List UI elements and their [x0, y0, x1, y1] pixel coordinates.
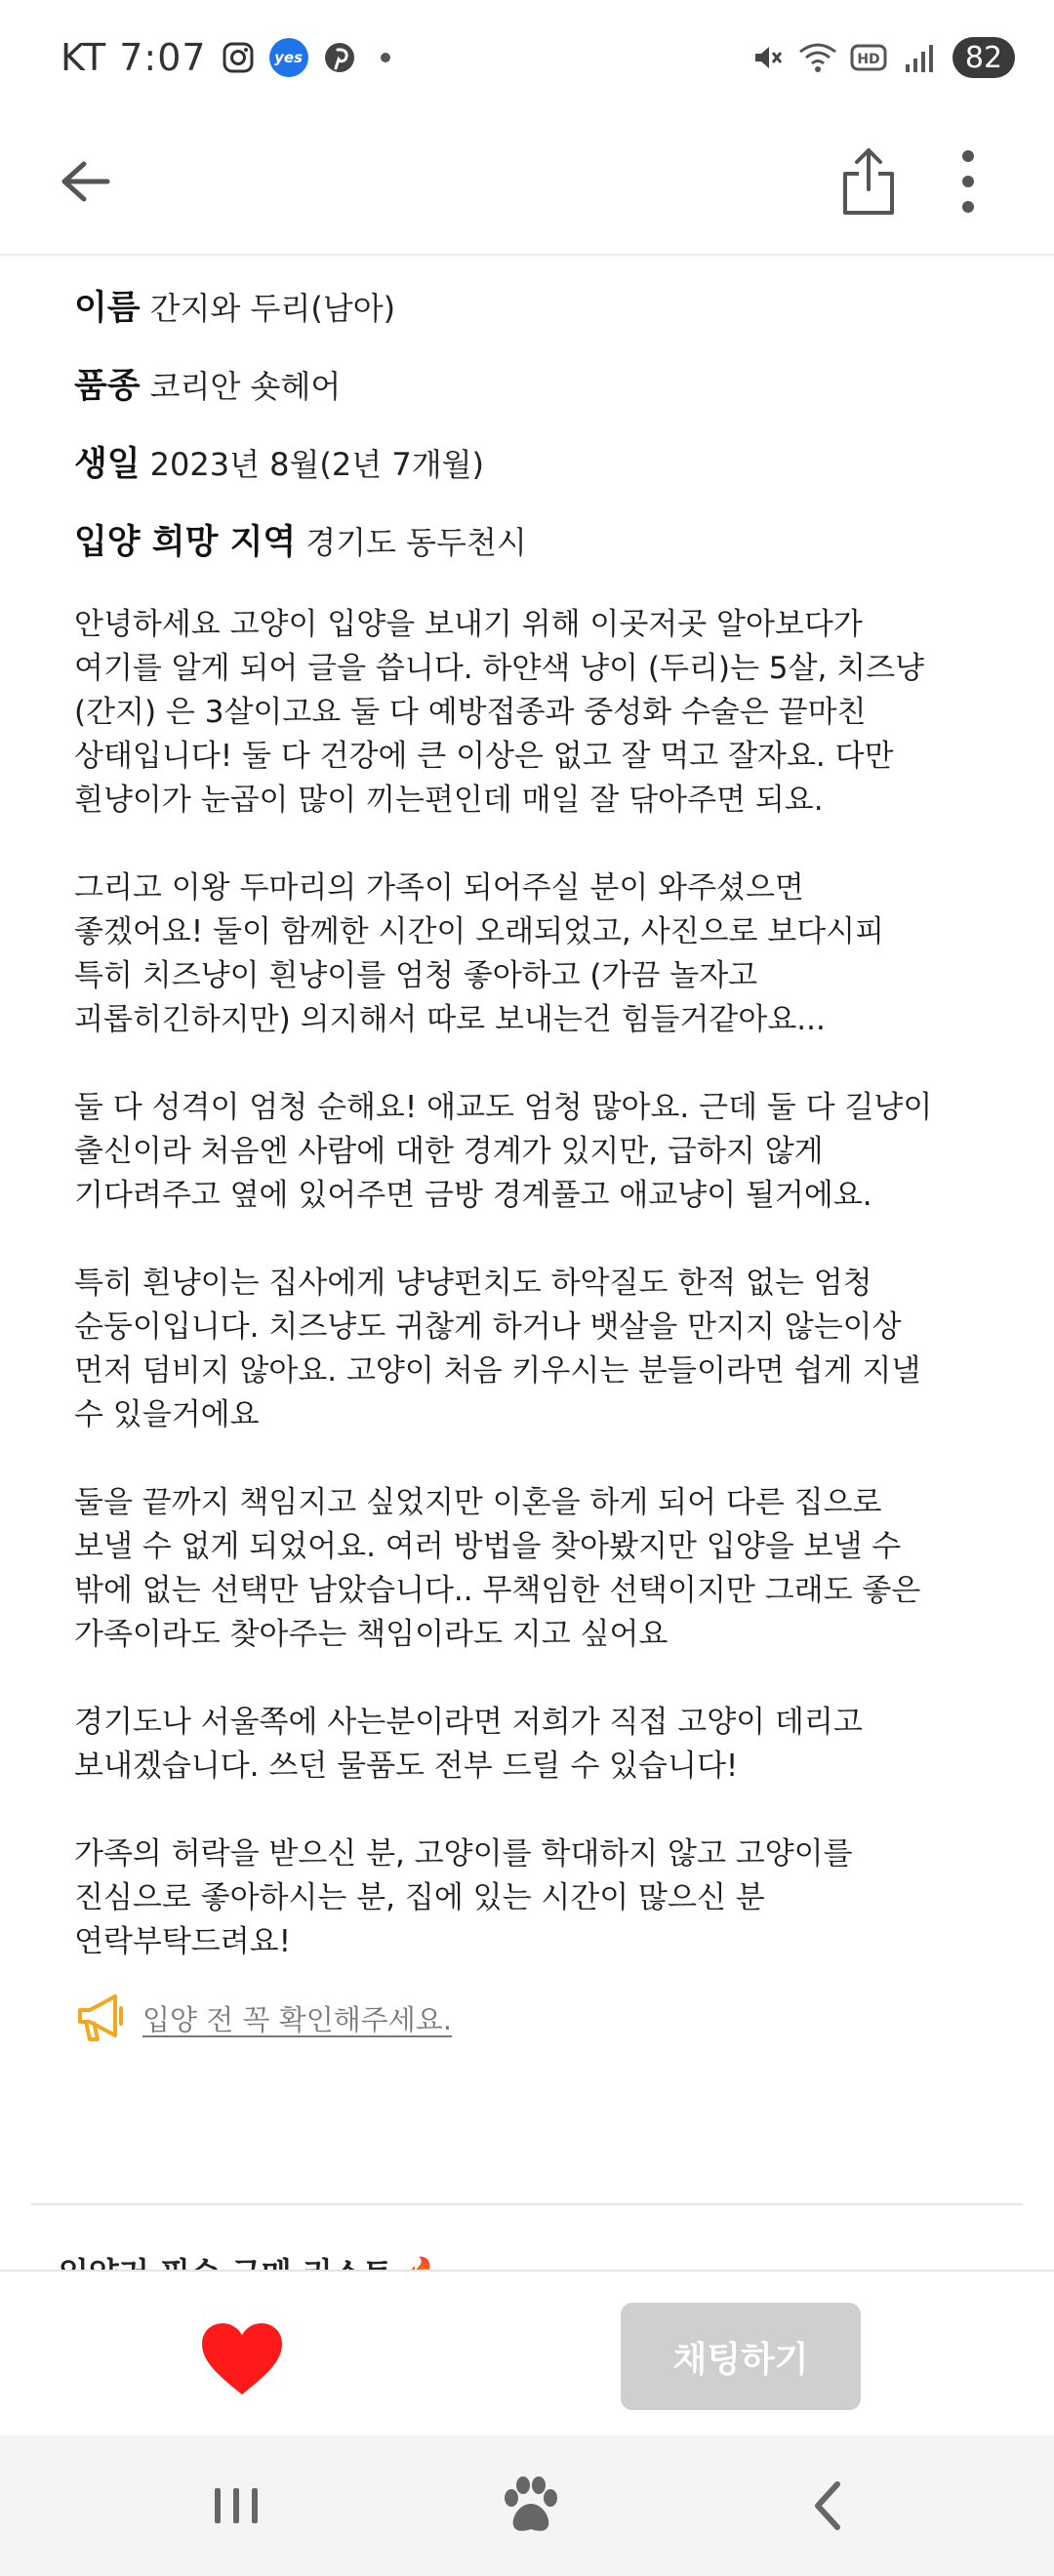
status-right	[750, 33, 1015, 82]
status-bar	[0, 0, 1054, 115]
wifi-icon	[800, 40, 835, 75]
info-birth	[74, 437, 982, 515]
like-button[interactable]	[191, 2314, 293, 2404]
battery-level: 82	[953, 37, 1015, 78]
post-body	[74, 603, 982, 1964]
mute-icon	[750, 40, 785, 75]
signal-icon	[902, 40, 937, 75]
body-paragraph: 그리고 이왕 두마리의 가족이 되어주실 분이 와주셨으면 좋겠어요! 둘이 함께한 시간이 오래되었고, 사진으로 보다시피 특히 치즈냥이 흰냥이를 엄청 좋아하고 (가끔 놀자고 괴롭히긴하지만) 의지해서 따로 보내는건 힘들거같아요...	[74, 870, 885, 1037]
system-back-button[interactable]	[787, 2467, 869, 2545]
status-left	[61, 33, 390, 82]
birth-value: 2023년 8월(2년 7개월)	[149, 446, 485, 483]
back-chevron-icon	[808, 2478, 847, 2533]
back-arrow-icon	[57, 158, 111, 205]
chat-button[interactable]: 채팅하기	[621, 2303, 861, 2410]
body-paragraph: 둘을 끝까지 책임지고 싶었지만 이혼을 하게 되어 다른 집으로 보낼 수 없게 되었어요. 여러 방법을 찾아봤지만 입양을 보낼 수 밖에 없는 선택만 남았습니다.. 무책임한 선택이지만 그래도 좋은 가족이라도 찾아주는 책임이라도 지고 싶어요	[74, 1485, 921, 1652]
pinterest-icon	[322, 40, 357, 75]
megaphone-icon	[74, 1991, 129, 2045]
breed-label: 품종	[74, 367, 141, 406]
adoption-notice-link[interactable]	[74, 1991, 452, 2045]
post-content	[74, 281, 982, 2008]
carrier-time: KT 7:07	[61, 36, 207, 79]
body-paragraph: 둘 다 성격이 엄청 순해요! 애교도 엄청 많아요. 근데 둘 다 길냥이 출신이라 처음엔 사람에 대한 경계가 있지만, 급하지 않게 기다려주고 옆에 있어주면 금방 경계풀고 애교냥이 될거에요.	[74, 1090, 933, 1213]
info-region	[74, 515, 982, 593]
more-options-button[interactable]	[939, 141, 997, 222]
region-label: 입양 희망 지역	[74, 523, 297, 562]
home-button[interactable]	[490, 2467, 572, 2545]
body-paragraph: 특히 흰냥이는 집사에게 냥냥펀치도 하악질도 한적 없는 엄청 순둥이입니다. 치즈냥도 귀찮게 하거나 뱃살을 만지지 않는이상 먼저 덤비지 않아요. 고양이 처음 키우시는 분들이라면 쉽게 지낼 수 있을거에요	[74, 1266, 921, 1432]
bottom-action-bar	[0, 2270, 1054, 2435]
info-breed	[74, 359, 982, 437]
section-divider	[31, 2203, 1023, 2205]
info-name	[74, 281, 982, 359]
recent-apps-icon	[211, 2484, 262, 2527]
app-header	[0, 115, 1054, 256]
back-button[interactable]	[47, 144, 121, 219]
name-value: 간지와 두리(남아)	[149, 290, 396, 327]
system-nav-bar	[0, 2435, 1054, 2576]
recent-apps-button[interactable]	[195, 2467, 277, 2545]
hd-icon	[851, 40, 886, 75]
instagram-icon	[221, 40, 256, 75]
body-paragraph: 안녕하세요 고양이 입양을 보내기 위해 이곳저곳 알아보다가 여기를 알게 되어 글을 씁니다. 하얀색 냥이 (두리)는 5살, 치즈냥 (간지) 은 3살이고요 둘 다 예방접종과 중성화 수술은 끝마친 상태입니다! 둘 다 건강에 큰 이상은 없고 잘 먹고 잘자요. 다만 흰냥이가 눈곱이 많이 끼는편인데 매일 잘 닦아주면 되요.	[74, 607, 925, 818]
notice-text[interactable]: 입양 전 꼭 확인해주세요.	[142, 2002, 453, 2036]
region-value: 경기도 동두천시	[305, 524, 527, 561]
yes-icon: yes	[269, 38, 308, 77]
birth-label: 생일	[74, 445, 141, 484]
heart-icon	[198, 2320, 286, 2398]
breed-value: 코리안 숏헤어	[149, 368, 342, 405]
body-paragraph: 가족의 허락을 받으신 분, 고양이를 학대하지 않고 고양이를 진심으로 좋아하시는 분, 집에 있는 시간이 많으신 분 연락부탁드려요!	[74, 1836, 853, 1959]
svg-text:HD: HD	[857, 52, 880, 67]
more-vertical-icon	[958, 148, 978, 215]
body-paragraph: 경기도나 서울쪽에 사는분이라면 저희가 직접 고양이 데리고 보내겠습니다. 쓰던 물품도 전부 드릴 수 있습니다!	[74, 1705, 863, 1784]
dot-icon	[381, 53, 390, 62]
next-section-title	[59, 2254, 443, 2270]
share-button[interactable]	[831, 141, 906, 222]
paw-home-icon	[498, 2475, 564, 2537]
name-label: 이름	[74, 289, 141, 328]
share-icon	[839, 146, 898, 217]
